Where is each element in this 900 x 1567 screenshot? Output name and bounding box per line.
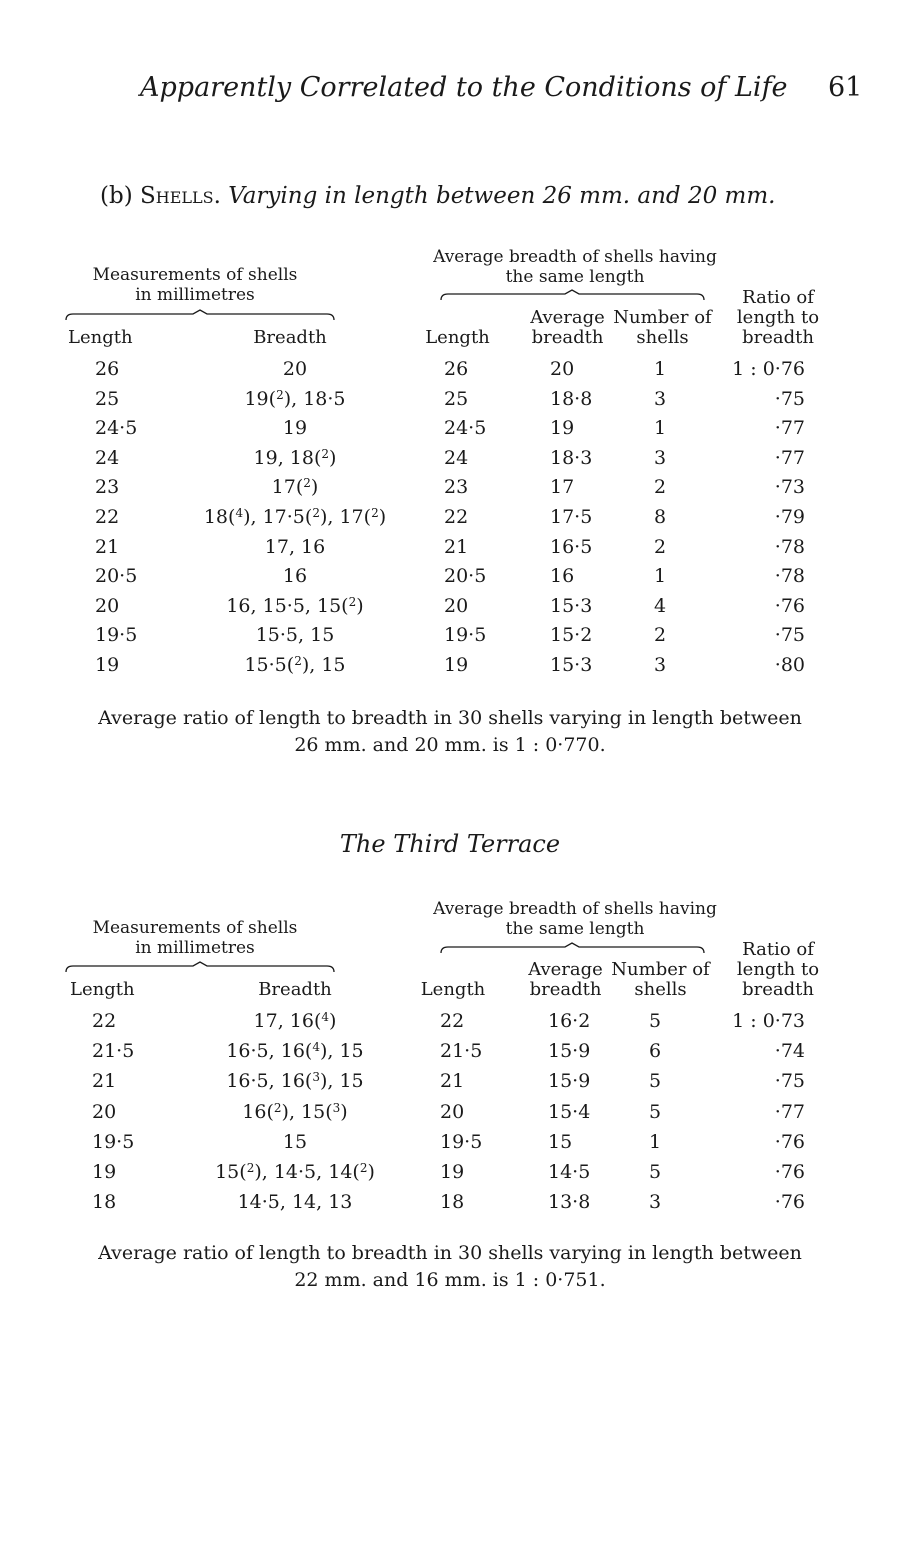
table2-cell-num: 5 xyxy=(648,1070,662,1093)
section-subtitle: Varying in length between 26 mm. and 20 mm. xyxy=(228,183,776,209)
table1-cell-ratio: ·80 xyxy=(774,654,805,676)
table2-ratio-header-line2: length to xyxy=(736,959,820,980)
table1-cell-breadth: 15·5, 15 xyxy=(255,624,335,647)
table2-ratio-header-line3: breadth xyxy=(742,979,814,1000)
table1-col-avg xyxy=(520,308,615,348)
table2-cell-num: 6 xyxy=(648,1040,662,1063)
table2-cell-breadth: 14·5, 14, 13 xyxy=(237,1191,353,1214)
table1-group-left-line1: Measurements of shells xyxy=(92,265,298,285)
section-label: (b) xyxy=(100,183,133,209)
table2-cell-avg: 13·8 xyxy=(548,1191,591,1214)
count-superscript: 2 xyxy=(246,1161,255,1175)
table2-col-length2: Length xyxy=(420,979,486,1000)
table2-note-line2: 22 mm. and 16 mm. is 1 : 0·751. xyxy=(294,1269,606,1291)
table2-col-avg xyxy=(518,960,613,1000)
table1-col-length2: Length xyxy=(425,327,490,348)
table1-right-brace xyxy=(440,290,705,302)
table1-cell-breadth: 19, 18($^2$) xyxy=(253,446,337,469)
table2-cell-ratio: ·74 xyxy=(774,1040,805,1063)
table1-cell-num: 3 xyxy=(653,654,667,676)
table1-group-right-line2: the same length xyxy=(505,267,645,287)
table1-cell-len2: 20 xyxy=(444,594,469,617)
third-terrace-title: The Third Terrace xyxy=(339,830,561,858)
table2-cell-breadth: 16($^2$), 15($^3$) xyxy=(242,1100,348,1123)
table1-cell-ratio: ·75 xyxy=(774,624,805,647)
table2-cell-len: 18 xyxy=(92,1191,117,1214)
section-title xyxy=(100,183,775,209)
table2-col-avg-line2: breadth xyxy=(529,979,602,1000)
table2-group-right-line1: Average breadth of shells having xyxy=(433,899,717,919)
table2-ratio-header-line1: Ratio of xyxy=(742,939,814,960)
table1-cell-len2: 23 xyxy=(444,476,469,499)
table1-cell-num: 1 xyxy=(653,565,667,588)
table2-cell-avg: 15 xyxy=(548,1130,573,1153)
table1-cell-len2: 22 xyxy=(444,506,469,528)
table1-ratio-header-line1: Ratio of xyxy=(742,287,814,308)
table1-cell-ratio: ·77 xyxy=(774,417,805,440)
table1-cell-ratio: ·78 xyxy=(774,535,805,558)
table2-col-num-line2: shells xyxy=(634,979,687,1000)
table1-cell-ratio: ·75 xyxy=(774,387,805,410)
count-superscript: 2 xyxy=(273,1100,282,1115)
table1-cell-breadth: 17($^2$) xyxy=(271,476,319,499)
table1-cell-avg: 17·5 xyxy=(550,506,593,528)
table1-note xyxy=(0,705,900,759)
table2-cell-len: 19·5 xyxy=(92,1130,135,1153)
table2-cell-breadth: 16·5, 16($^3$), 15 xyxy=(226,1070,364,1093)
table2-col-num xyxy=(608,960,713,1000)
table1-cell-avg: 16 xyxy=(550,565,575,588)
table2-cell-len: 20 xyxy=(92,1100,117,1123)
table2-cell-len2: 21·5 xyxy=(440,1040,483,1063)
table2-group-left-header xyxy=(70,918,320,958)
table1-group-left-line2: in millimetres xyxy=(135,285,255,305)
table2-cell-num: 5 xyxy=(648,1161,662,1183)
table1-col-avg-line1: Average xyxy=(530,307,605,328)
table2-cell-avg: 14·5 xyxy=(548,1161,591,1183)
count-superscript: 2 xyxy=(294,654,302,668)
table1-cell-len: 23 xyxy=(95,476,120,499)
table1-ratio-header xyxy=(718,288,838,348)
table1-col-num-line1: Number of xyxy=(613,307,712,328)
table1-cell-ratio: 1 : 0·76 xyxy=(732,358,805,380)
table1-col-breadth: Breadth xyxy=(253,327,327,348)
table1-group-right-line1: Average breadth of shells having xyxy=(433,247,717,267)
table1-cell-num: 2 xyxy=(653,624,667,647)
table2-cell-len: 21·5 xyxy=(92,1040,135,1063)
table1-cell-breadth: 15·5($^2$), 15 xyxy=(244,654,346,676)
table1-cell-avg: 16·5 xyxy=(550,535,593,558)
table2-cell-ratio: ·76 xyxy=(774,1191,805,1214)
table1-cell-len2: 21 xyxy=(444,535,469,558)
table1-cell-ratio: ·78 xyxy=(774,565,805,588)
table2-cell-avg: 15·9 xyxy=(548,1070,591,1093)
table1-col-num-line2: shells xyxy=(636,327,689,348)
table1-cell-len: 24 xyxy=(95,446,120,469)
table1-cell-len: 19 xyxy=(95,654,120,676)
table2-right-brace xyxy=(440,943,705,955)
table1-cell-len2: 24 xyxy=(444,446,469,469)
table2-left-brace xyxy=(65,962,335,974)
table1-cell-avg: 20 xyxy=(550,358,575,380)
table1-cell-breadth: 17, 16 xyxy=(264,535,326,558)
table2-cell-avg: 15·9 xyxy=(548,1040,591,1063)
table2-cell-breadth: 17, 16($^4$) xyxy=(253,1010,337,1032)
table1-left-brace xyxy=(65,310,335,322)
table1-cell-len: 25 xyxy=(95,387,120,410)
table1-cell-avg: 19 xyxy=(550,417,575,440)
table2-note xyxy=(0,1240,900,1294)
table2-cell-ratio: ·77 xyxy=(774,1100,805,1123)
table2-cell-breadth: 15($^2$), 14·5, 14($^2$) xyxy=(215,1161,375,1183)
table2-cell-num: 5 xyxy=(648,1010,662,1032)
table2-group-left-line2: in millimetres xyxy=(135,938,255,958)
count-superscript: 4 xyxy=(235,506,244,520)
table1-cell-len: 20 xyxy=(95,594,120,617)
table1-cell-num: 2 xyxy=(653,476,667,499)
table1-note-line2: 26 mm. and 20 mm. is 1 : 0·770. xyxy=(294,734,606,756)
table1-cell-len2: 24·5 xyxy=(444,417,487,440)
table1-ratio-header-line3: breadth xyxy=(742,327,814,348)
table1-cell-len: 21 xyxy=(95,535,120,558)
table1-group-left-header xyxy=(70,265,320,305)
table2-cell-len2: 19·5 xyxy=(440,1130,483,1153)
table2-cell-len2: 22 xyxy=(440,1010,465,1032)
table2-cell-len2: 20 xyxy=(440,1100,465,1123)
table1-cell-len2: 25 xyxy=(444,387,469,410)
table1-cell-breadth: 20 xyxy=(282,358,308,380)
table1-cell-len2: 19 xyxy=(444,654,469,676)
table2-col-avg-line1: Average xyxy=(528,959,603,980)
table1-cell-num: 3 xyxy=(653,387,667,410)
count-superscript: 3 xyxy=(312,1070,320,1085)
table2-cell-breadth: 16·5, 16($^4$), 15 xyxy=(226,1040,364,1063)
table1-cell-num: 3 xyxy=(653,446,667,469)
table2-cell-len: 21 xyxy=(92,1070,117,1093)
table2-group-right-line2: the same length xyxy=(505,919,645,939)
table1-cell-avg: 18·3 xyxy=(550,446,593,469)
table2-cell-ratio: ·76 xyxy=(774,1130,805,1153)
table2-cell-num: 1 xyxy=(648,1130,662,1153)
table1-cell-len2: 19·5 xyxy=(444,624,487,647)
table1-cell-len: 26 xyxy=(95,358,120,380)
table1-cell-num: 4 xyxy=(653,594,667,617)
page-number: 61 xyxy=(828,72,863,103)
section-name: Shells. xyxy=(139,183,221,209)
table2-ratio-header xyxy=(718,940,838,1000)
table1-cell-num: 1 xyxy=(653,417,667,440)
count-superscript: 4 xyxy=(321,1010,330,1024)
table1-col-num xyxy=(610,308,715,348)
table1-cell-ratio: ·77 xyxy=(774,446,805,469)
table1-cell-len: 20·5 xyxy=(95,565,138,588)
table2-note-line1: Average ratio of length to breadth in 30 shells varying in length between xyxy=(98,1242,802,1264)
table1-cell-breadth: 16, 15·5, 15($^2$) xyxy=(226,594,364,617)
count-superscript: 2 xyxy=(359,1161,368,1175)
table1-col-length: Length xyxy=(68,327,133,348)
table1-cell-len2: 20·5 xyxy=(444,565,487,588)
table1-group-right-header xyxy=(415,247,735,287)
table1-ratio-header-line2: length to xyxy=(736,307,820,328)
table1-cell-len: 24·5 xyxy=(95,417,138,440)
table1-cell-num: 2 xyxy=(653,535,667,558)
table2-cell-ratio: 1 : 0·73 xyxy=(732,1010,805,1032)
table2-cell-avg: 15·4 xyxy=(548,1100,591,1123)
table1-cell-ratio: ·73 xyxy=(774,476,805,499)
table1-cell-avg: 17 xyxy=(550,476,575,499)
table2-cell-ratio: ·75 xyxy=(774,1070,805,1093)
table2-cell-avg: 16·2 xyxy=(548,1010,591,1032)
table2-cell-ratio: ·76 xyxy=(774,1161,805,1183)
count-superscript: 2 xyxy=(348,594,357,609)
table2-col-breadth: Breadth xyxy=(258,979,332,1000)
table1-cell-avg: 15·2 xyxy=(550,624,593,647)
running-head-title: Apparently Correlated to the Conditions of Life xyxy=(140,72,788,103)
count-superscript: 3 xyxy=(332,1100,341,1115)
table2-cell-num: 3 xyxy=(648,1191,662,1214)
table1-cell-breadth: 19 xyxy=(282,417,308,440)
table2-cell-len2: 18 xyxy=(440,1191,465,1214)
count-superscript: 2 xyxy=(312,506,320,520)
table2-cell-len2: 21 xyxy=(440,1070,465,1093)
table1-cell-ratio: ·79 xyxy=(774,506,805,528)
table2-cell-len: 22 xyxy=(92,1010,117,1032)
table1-cell-breadth: 18($^4$), 17·5($^2$), 17($^2$) xyxy=(203,506,387,528)
table1-cell-avg: 15·3 xyxy=(550,594,593,617)
table2-cell-len2: 19 xyxy=(440,1161,465,1183)
table2-cell-len: 19 xyxy=(92,1161,117,1183)
count-superscript: 4 xyxy=(312,1040,320,1055)
table1-cell-num: 8 xyxy=(653,506,667,528)
table1-note-line1: Average ratio of length to breadth in 30 shells varying in length between xyxy=(98,707,802,729)
table2-cell-breadth: 15 xyxy=(282,1130,308,1153)
table1-cell-avg: 18·8 xyxy=(550,387,593,410)
table2-col-num-line1: Number of xyxy=(611,959,710,980)
table1-cell-len: 22 xyxy=(95,506,120,528)
table1-cell-breadth: 16 xyxy=(282,565,308,588)
count-superscript: 2 xyxy=(303,476,311,491)
table2-group-left-line1: Measurements of shells xyxy=(92,918,298,938)
table1-cell-breadth: 19($^2$), 18·5 xyxy=(244,387,346,410)
table2-group-right-header xyxy=(415,899,735,939)
table1-cell-len: 19·5 xyxy=(95,624,138,647)
table1-cell-len2: 26 xyxy=(444,358,469,380)
count-superscript: 2 xyxy=(321,446,330,461)
count-superscript: 2 xyxy=(276,387,284,402)
table1-col-avg-line2: breadth xyxy=(531,327,604,348)
table1-cell-num: 1 xyxy=(653,358,667,380)
table1-cell-avg: 15·3 xyxy=(550,654,593,676)
table2-cell-num: 5 xyxy=(648,1100,662,1123)
table1-cell-ratio: ·76 xyxy=(774,594,805,617)
count-superscript: 2 xyxy=(371,506,379,520)
table2-col-length: Length xyxy=(70,979,135,1000)
